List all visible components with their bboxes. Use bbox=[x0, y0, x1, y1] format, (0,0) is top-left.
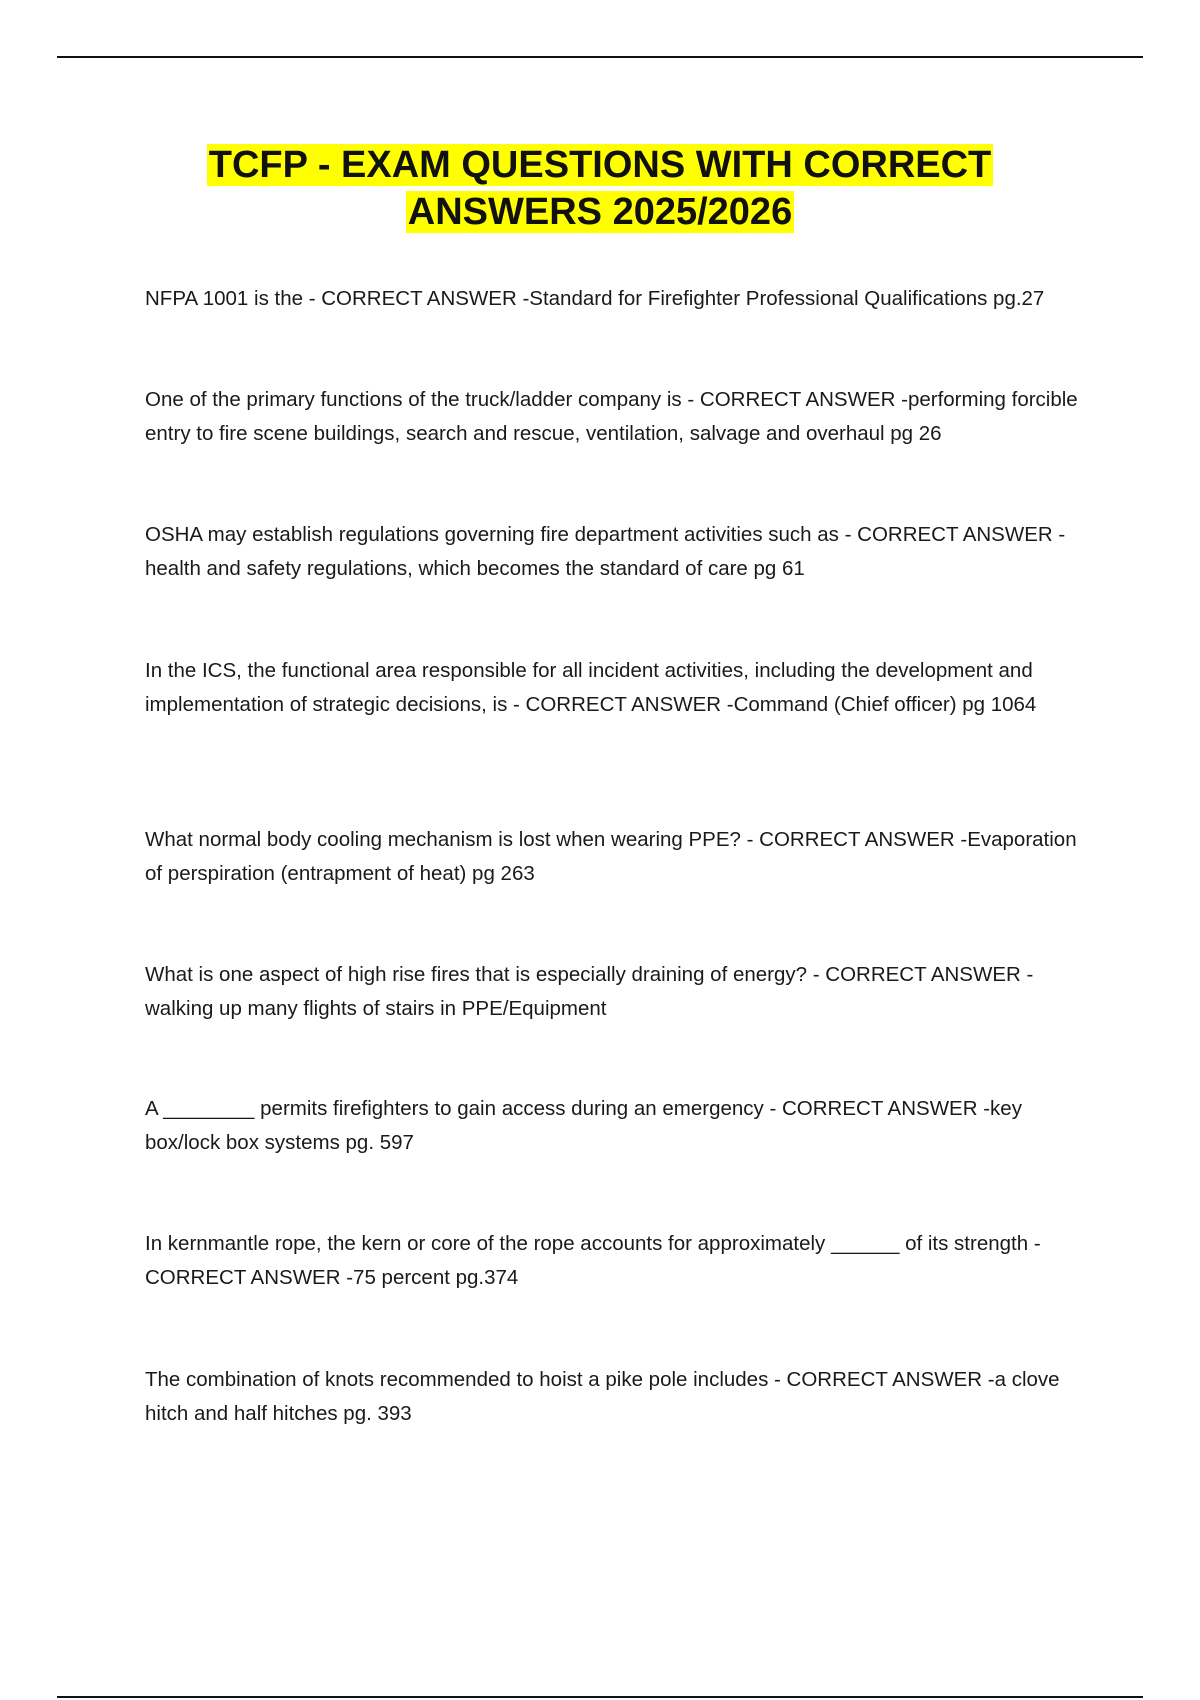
title-line-1: TCFP - EXAM QUESTIONS WITH CORRECT bbox=[208, 144, 992, 186]
title-line-2: ANSWERS 2025/2026 bbox=[407, 191, 793, 233]
qa-item: One of the primary functions of the truck/ladder company is - CORRECT ANSWER -performing forcible entry to fire scene buildings, search and rescue, ventilation, salvage and overhaul pg 26 bbox=[145, 388, 1078, 445]
qa-item: In kernmantle rope, the kern or core of the rope accounts for approximately ______ of its strength - CORRECT ANSWER -75 percent pg.374 bbox=[145, 1232, 1041, 1289]
qa-item: In the ICS, the functional area responsible for all incident activities, including the development and implementation of strategic decisions, is - CORRECT ANSWER -Command (Chief officer) pg 1064 bbox=[145, 659, 1037, 716]
qa-item: What is one aspect of high rise fires that is especially draining of energy? - CORRECT ANSWER -walking up many flights of stairs in PPE/Equipment bbox=[145, 963, 1034, 1020]
qa-item: A ________ permits firefighters to gain access during an emergency - CORRECT ANSWER -key box/lock box systems pg. 597 bbox=[145, 1097, 1022, 1154]
qa-item: OSHA may establish regulations governing fire department activities such as - CORRECT ANSWER -health and safety regulations, which becomes the standard of care pg 61 bbox=[145, 523, 1066, 580]
top-rule bbox=[57, 56, 1143, 58]
qa-item: What normal body cooling mechanism is lost when wearing PPE? - CORRECT ANSWER -Evaporation of perspiration (entrapment of heat) pg 263 bbox=[145, 828, 1077, 885]
qa-item: The combination of knots recommended to hoist a pike pole includes - CORRECT ANSWER -a clove hitch and half hitches pg. 393 bbox=[145, 1368, 1060, 1425]
qa-item: NFPA 1001 is the - CORRECT ANSWER -Standard for Firefighter Professional Qualifications pg.27 bbox=[145, 287, 1045, 310]
document-title bbox=[0, 142, 1200, 236]
bottom-rule bbox=[57, 1696, 1143, 1698]
